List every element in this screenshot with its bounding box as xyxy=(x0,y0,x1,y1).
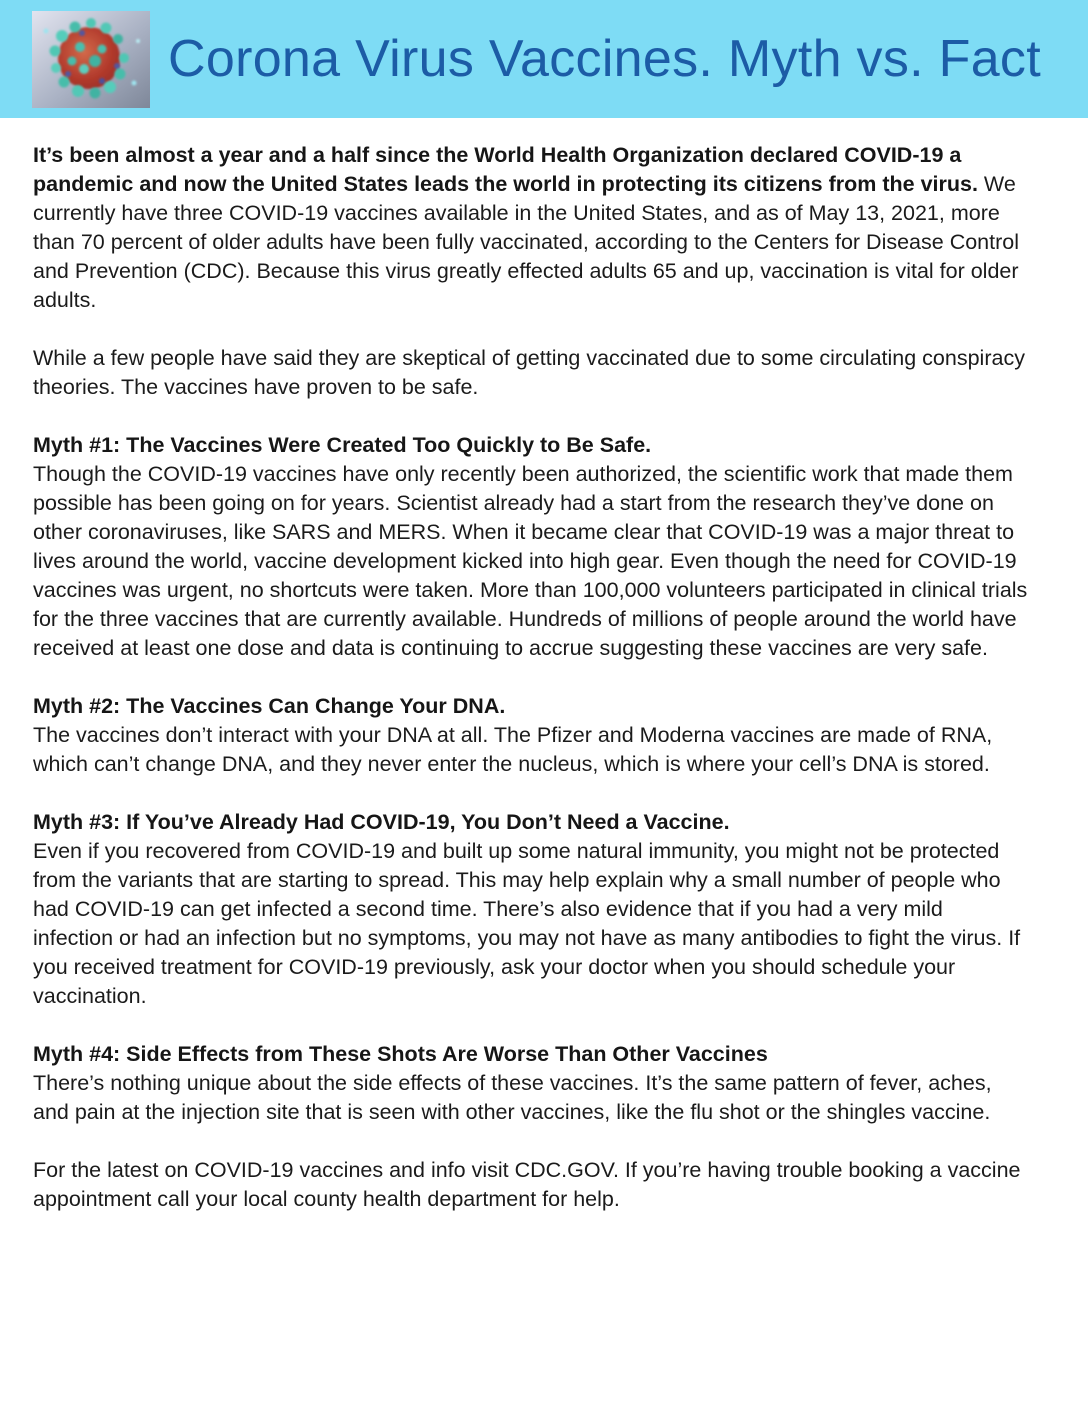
myth-section-4 xyxy=(33,1040,1028,1127)
skepticism-paragraph: While a few people have said they are skeptical of getting vaccinated due to some circulating conspiracy theories. The vaccines have proven to be safe. xyxy=(33,346,1025,399)
myth-section-1 xyxy=(33,431,1028,663)
page-title: Corona Virus Vaccines. Myth vs. Fact xyxy=(168,30,1041,88)
coronavirus-image xyxy=(32,11,150,108)
myth-section-2 xyxy=(33,692,1028,779)
intro-bold-text: It’s been almost a year and a half since the World Health Organization declared COVID-19 a pandemic and now the United States leads the world in protecting its citizens from the virus. xyxy=(33,143,978,196)
myth-2-body: The vaccines don’t interact with your DNA at all. The Pfizer and Moderna vaccines are made of RNA, which can’t change DNA, and they never enter the nucleus, which is where your cell’s DNA is stored. xyxy=(33,723,993,776)
myth-3-body: Even if you recovered from COVID-19 and built up some natural immunity, you might not be protected from the variants that are starting to spread. This may help explain why a small number of people who had COVID-19 can get infected a second time. There’s also evidence that if you had a very mild infection or had an infection but no symptoms, you may not have as many antibodies to fight the virus. If you received treatment for COVID-19 previously, ask your doctor when you should schedule your vaccination. xyxy=(33,839,1021,1008)
intro-paragraph xyxy=(33,141,1028,315)
document-body xyxy=(0,118,1058,1234)
myth-section-3 xyxy=(33,808,1028,1011)
myth-1-heading: Myth #1: The Vaccines Were Created Too Quickly to Be Safe. xyxy=(33,433,652,457)
intro-regular-text: We currently have three COVID-19 vaccines available in the United States, and as of May 13, 2021, more than 70 percent of older adults have been fully vaccinated, according to the Centers for Disease Control and Prevention (CDC). Because this virus greatly effected adults 65 and up, vaccination is vital for older adults. xyxy=(33,172,1019,312)
footer-paragraph: For the latest on COVID-19 vaccines and info visit CDC.GOV. If you’re having trouble booking a vaccine appointment call your local county health department for help. xyxy=(33,1158,1021,1211)
myth-2-heading: Myth #2: The Vaccines Can Change Your DNA. xyxy=(33,694,506,718)
myth-3-heading: Myth #3: If You’ve Already Had COVID-19, You Don’t Need a Vaccine. xyxy=(33,810,730,834)
myth-4-body: There’s nothing unique about the side effects of these vaccines. It’s the same pattern of fever, aches, and pain at the injection site that is seen with other vaccines, like the flu shot or the shingles vaccine. xyxy=(33,1071,992,1124)
header-banner xyxy=(0,0,1088,118)
myth-4-heading: Myth #4: Side Effects from These Shots Are Worse Than Other Vaccines xyxy=(33,1042,768,1066)
myth-1-body: Though the COVID-19 vaccines have only recently been authorized, the scientific work that made them possible has been going on for years. Scientist already had a start from the research they’ve done on other coronaviruses, like SARS and MERS. When it became clear that COVID-19 was a major threat to lives around the world, vaccine development kicked into high gear. Even though the need for COVID-19 vaccines was urgent, no shortcuts were taken. More than 100,000 volunteers participated in clinical trials for the three vaccines that are currently available. Hundreds of millions of people around the world have received at least one dose and data is continuing to accrue suggesting these vaccines are very safe. xyxy=(33,462,1028,660)
